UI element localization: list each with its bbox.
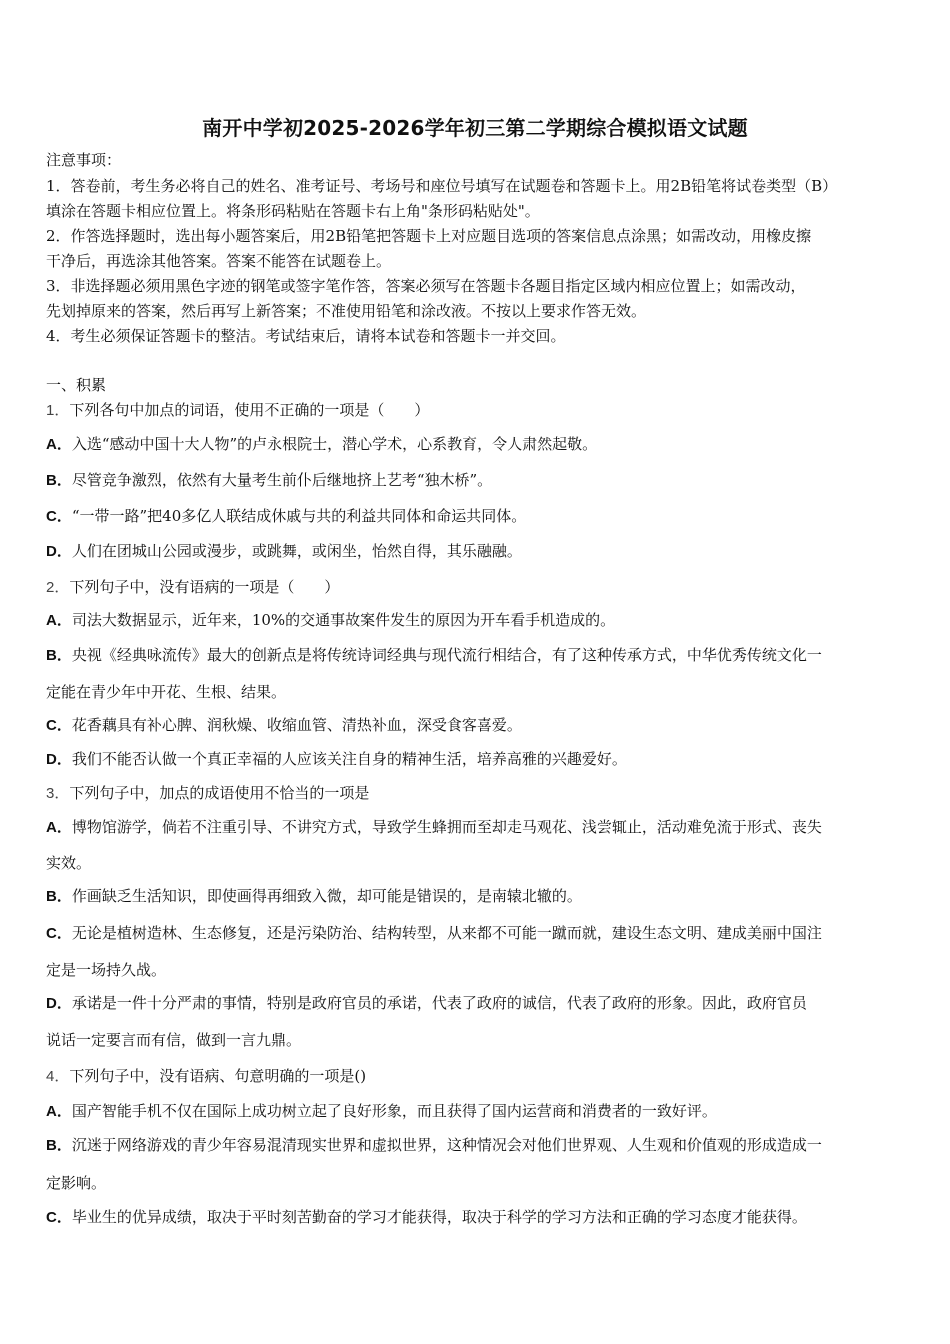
option-label: B． xyxy=(46,472,72,489)
option-label: A． xyxy=(46,612,72,629)
notice-line-2: 填涂在答题卡相应位置上。将条形码粘贴在答题卡右上角"条形码粘贴处"。 xyxy=(46,202,540,220)
q3-option-a xyxy=(46,817,908,838)
question-text: 下列句子中，没有语病的一项是（ ） xyxy=(69,578,340,596)
option-text: 人们在团城山公园或漫步，或跳舞，或闲坐，怡然自得，其乐融融。 xyxy=(71,542,522,560)
option-text: 承诺是一件十分严肃的事情，特别是政府官员的承诺，代表了政府的诚信，代表了政府的形象。因此，政府官员 xyxy=(71,994,807,1012)
q3-option-c-continued: 定是一场持久战。 xyxy=(46,961,167,979)
q2-option-b-continued: 定能在青少年中开花、生根、结果。 xyxy=(46,683,287,701)
page-title: 南开中学初2025-2026学年初三第二学期综合模拟语文试题 xyxy=(202,116,748,140)
question-2-stem xyxy=(46,577,908,598)
question-number: 1． xyxy=(46,402,70,419)
question-text: 下列句子中，加点的成语使用不恰当的一项是 xyxy=(69,784,370,802)
q2-option-c xyxy=(46,715,908,736)
option-label: D． xyxy=(46,751,72,768)
question-3-stem xyxy=(46,783,908,804)
q1-option-a xyxy=(46,434,908,455)
q2-option-a xyxy=(46,610,908,631)
q2-option-b xyxy=(46,645,908,666)
question-number: 2． xyxy=(46,579,70,596)
q3-option-d xyxy=(46,993,908,1014)
notice-line-1: 1．答卷前，考生务必将自己的姓名、准考证号、考场号和座位号填写在试题卷和答题卡上。用2B铅笔将试卷类型（B） xyxy=(46,177,838,195)
question-4-stem xyxy=(46,1066,908,1087)
q1-option-d xyxy=(46,541,908,562)
option-text: 司法大数据显示，近年来，10%的交通事故案件发生的原因为开车看手机造成的。 xyxy=(71,611,616,629)
question-1-stem xyxy=(46,400,908,421)
q4-option-b xyxy=(46,1135,908,1156)
option-text: 入选“感动中国十大人物”的卢永根院士，潜心学术，心系教育，令人肃然起敬。 xyxy=(71,435,598,453)
option-text: 花香藕具有补心脾、润秋燥、收缩血管、清热补血，深受食客喜爱。 xyxy=(71,716,522,734)
option-label: B． xyxy=(46,888,72,905)
option-label: C． xyxy=(46,1209,72,1226)
notice-line-5: 3．非选择题必须用黑色字迹的钢笔或签字笔作答，答案必须写在答题卡各题目指定区域内相应位置上；如需改动， xyxy=(46,277,806,295)
option-label: A． xyxy=(46,819,72,836)
question-number: 3． xyxy=(46,785,70,802)
option-label: A． xyxy=(46,436,72,453)
q4-option-a xyxy=(46,1101,908,1122)
option-text: 毕业生的优异成绩，取决于平时刻苦勤奋的学习才能获得，取决于科学的学习方法和正确的学习态度才能获得。 xyxy=(71,1208,807,1226)
option-label: D． xyxy=(46,995,72,1012)
q4-option-b-continued: 定影响。 xyxy=(46,1174,107,1192)
question-number: 4． xyxy=(46,1068,70,1085)
notice-line-4: 干净后，再选涂其他答案。答案不能答在试题卷上。 xyxy=(46,252,392,270)
option-text: 央视《经典咏流传》最大的创新点是将传统诗词经典与现代流行相结合，有了这种传承方式，中华优秀传统文化一 xyxy=(71,646,822,664)
option-text: 无论是植树造林、生态修复，还是污染防治、结构转型，从来都不可能一蹴而就，建设生态文明、建成美丽中国注 xyxy=(71,924,822,942)
option-text: 沉迷于网络游戏的青少年容易混清现实世界和虚拟世界，这种情况会对他们世界观、人生观和价值观的形成造成一 xyxy=(71,1136,822,1154)
q4-option-c xyxy=(46,1207,908,1228)
question-text: 下列各句中加点的词语，使用不正确的一项是（ ） xyxy=(69,401,430,419)
q1-option-c xyxy=(46,506,908,527)
q3-option-b xyxy=(46,886,908,907)
option-label: D． xyxy=(46,543,72,560)
notice-line-3: 2．作答选择题时，选出每小题答案后，用2B铅笔把答题卡上对应题目选项的答案信息点涂黑；如需改动，用橡皮擦 xyxy=(46,227,812,245)
option-label: C． xyxy=(46,925,72,942)
option-label: B． xyxy=(46,1137,72,1154)
notice-line-7: 4．考生必须保证答题卡的整洁。考试结束后，请将本试卷和答题卡一并交回。 xyxy=(46,327,566,345)
option-label: C． xyxy=(46,508,72,525)
option-text: 我们不能否认做一个真正幸福的人应该关注自身的精神生活，培养高雅的兴趣爱好。 xyxy=(71,750,627,768)
option-text: 国产智能手机不仅在国际上成功树立起了良好形象，而且获得了国内运营商和消费者的一致好评。 xyxy=(71,1102,717,1120)
q3-option-d-continued: 说话一定要言而有信，做到一言九鼎。 xyxy=(46,1031,302,1049)
option-text: 尽管竞争激烈，依然有大量考生前仆后继地挤上艺考“独木桥”。 xyxy=(71,471,493,489)
q2-option-d xyxy=(46,749,908,770)
q3-option-a-continued: 实效。 xyxy=(46,854,92,872)
option-label: C． xyxy=(46,717,72,734)
option-text: “一带一路”把40多亿人联结成休戚与共的利益共同体和命运共同体。 xyxy=(71,507,527,525)
notice-line-6: 先划掉原来的答案，然后再写上新答案；不准使用铅笔和涂改液。不按以上要求作答无效。 xyxy=(46,302,647,320)
section-heading: 一、积累 xyxy=(46,376,107,394)
option-label: B． xyxy=(46,647,72,664)
q1-option-b xyxy=(46,470,908,491)
question-text: 下列句子中，没有语病、句意明确的一项是() xyxy=(69,1067,367,1085)
option-label: A． xyxy=(46,1103,72,1120)
option-text: 作画缺乏生活知识，即使画得再细致入微，却可能是错误的，是南辕北辙的。 xyxy=(71,887,582,905)
notice-heading: 注意事项： xyxy=(46,151,122,169)
q3-option-c xyxy=(46,923,908,944)
option-text: 博物馆游学，倘若不注重引导、不讲究方式，导致学生蜂拥而至却走马观花、浅尝辄止，活动难免流于形式、丧失 xyxy=(71,818,822,836)
